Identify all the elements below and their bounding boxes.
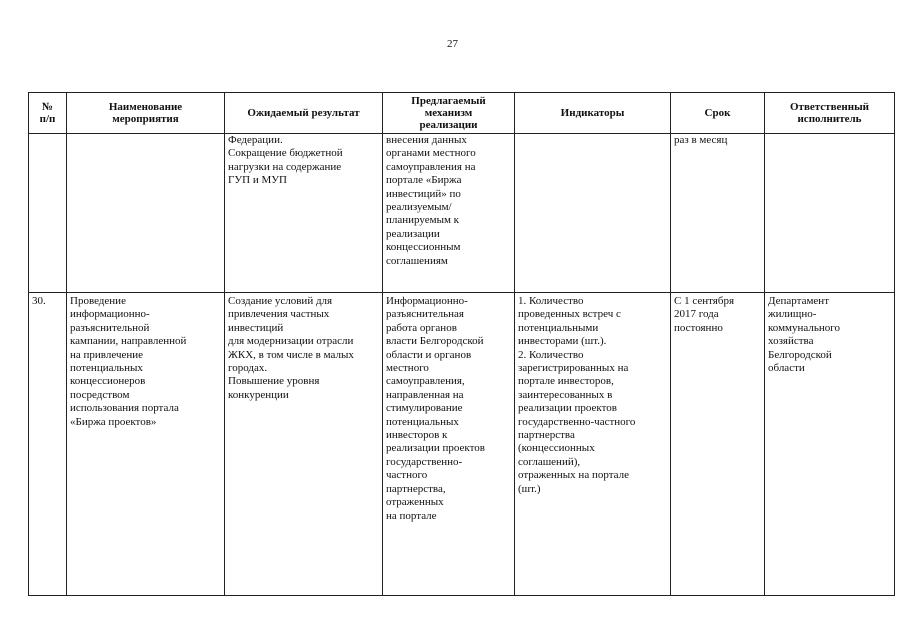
cell-mechanism: внесения данных органами местного самоуправления на портале «Биржа инвестиций» по реализуемым/ планируемым к реализации концессионным соглашениям (383, 134, 515, 293)
cell-responsible: Департамент жилищно- коммунального хозяйства Белгородской области (765, 293, 895, 596)
cell-name: Проведение информационно- разъяснительной кампании, направленной на привлечение потенциальных концессионеров посредством использования портала «Биржа проектов» (67, 293, 225, 596)
page-number: 27 (447, 38, 458, 50)
header-result: Ожидаемый результат (225, 93, 383, 134)
cell-deadline: раз в месяц (671, 134, 765, 293)
header-mechanism: Предлагаемый механизм реализации (383, 93, 515, 134)
cell-number: 30. (29, 293, 67, 596)
header-responsible: Ответственный исполнитель (765, 93, 895, 134)
cell-indicators: 1. Количество проведенных встреч с потенциальными инвесторами (шт.). 2. Количество зарегистрированных на портале инвесторов, заинтересованных в реализации проектов государственно-частного партнерства (концессионных соглашений), отраженных на портале (шт.) (515, 293, 671, 596)
header-name: Наименование мероприятия (67, 93, 225, 134)
cell-deadline: С 1 сентября 2017 года постоянно (671, 293, 765, 596)
cell-result: Создание условий для привлечения частных инвестиций для модернизации отрасли ЖКХ, в том числе в малых городах. Повышение уровня конкуренции (225, 293, 383, 596)
cell-result: Федерации. Сокращение бюджетной нагрузки на содержание ГУП и МУП (225, 134, 383, 293)
cell-responsible (765, 134, 895, 293)
header-indicators: Индикаторы (515, 93, 671, 134)
cell-mechanism: Информационно- разъяснительная работа органов власти Белгородской области и органов местного самоуправления, направленная на стимулирование потенциальных инвесторов к реализации проектов государственно- частного партнерства, отраженных на портале (383, 293, 515, 596)
cell-name (67, 134, 225, 293)
header-deadline: Срок (671, 93, 765, 134)
cell-indicators (515, 134, 671, 293)
table-row-30 (29, 293, 895, 596)
measures-table (28, 92, 895, 596)
cell-number (29, 134, 67, 293)
table-header-row (29, 93, 895, 134)
table-row-continued (29, 134, 895, 293)
header-number: № п/п (29, 93, 67, 134)
